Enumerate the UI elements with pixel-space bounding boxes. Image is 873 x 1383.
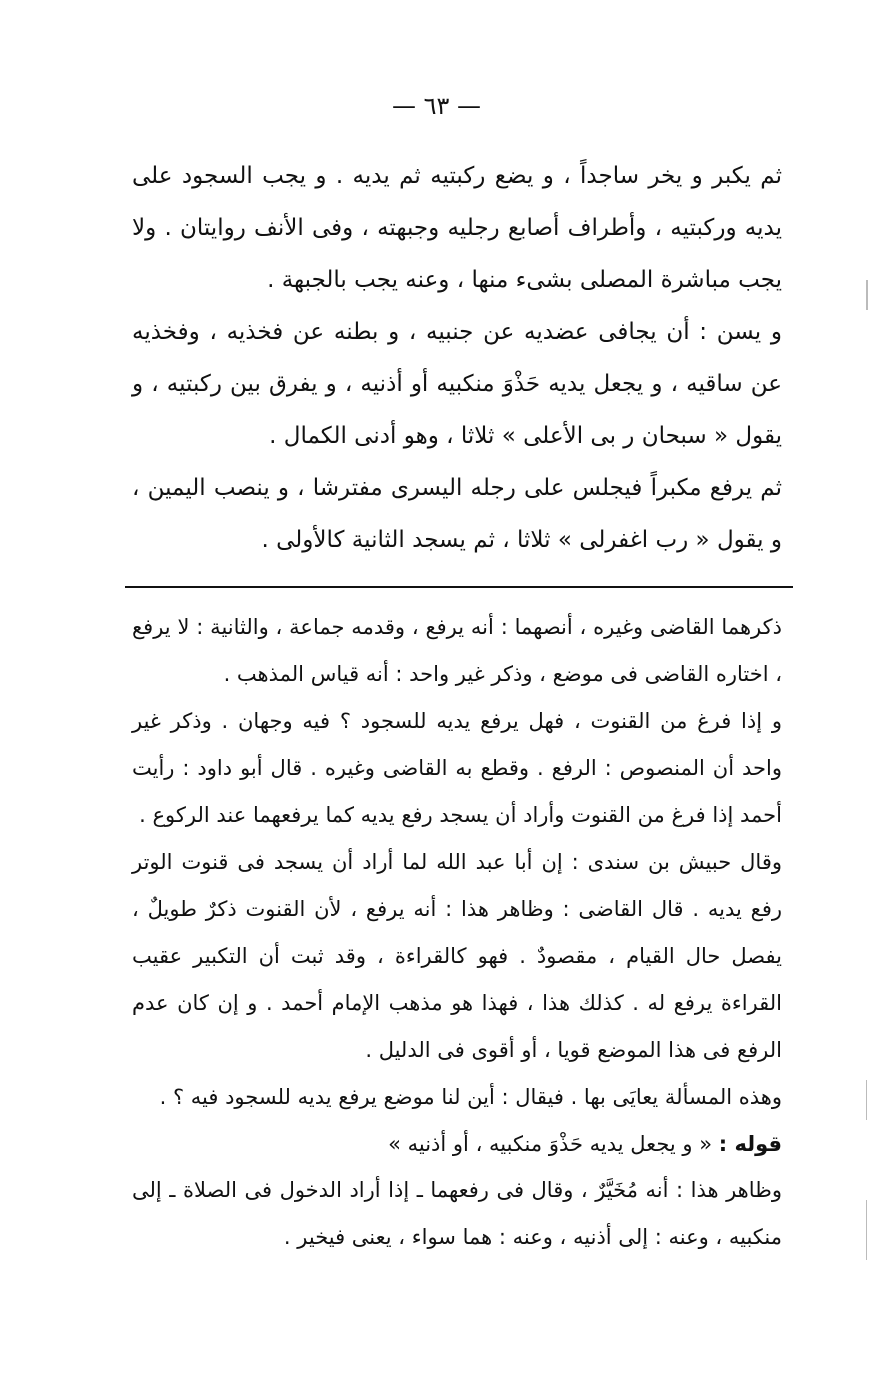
main-paragraph: ثم يرفع مكبراً فيجلس على رجله اليسرى مفترشا ، و ينصب اليمين ، و يقول « رب اغفرلى » ثلاثا ، ثم يسجد الثانية كالأولى . (132, 475, 782, 553)
scan-mark (866, 1080, 867, 1120)
footnote-paragraph: وقال حبيش بن سندى : إن أبا عبد الله لما أراد أن يسجد فى قنوت الوتر رفع يديه . قال القاضى : وظاهر هذا : أنه يرفع ، لأن القنوت ذكرٌ طويلٌ ، يفصل حال القيام ، مقصودٌ . فهو كالقراءة ، وقد ثبت أن التكبير عقيب القراءة يرفع له . كذلك هذا ، فهذا هو مذهب الإمام أحمد . و إن كان عدم الرفع فى هذا الموضع قويا ، أو أقوى فى الدليل . (132, 850, 782, 1062)
quote-line (132, 1121, 782, 1167)
scan-mark (866, 1200, 867, 1260)
footnote-text (132, 604, 782, 1261)
main-paragraph: ثم يكبر و يخر ساجداً ، و يضع ركبتيه ثم يديه . و يجب السجود على يديه وركبتيه ، وأطراف أصابع رجليه وجبهته ، وفى الأنف روايتان . ولا يجب مباشرة المصلى بشىء منها ، وعنه يجب بالجبهة . (132, 163, 782, 293)
footnote-separator (125, 586, 793, 588)
quote-label: قوله : (718, 1132, 782, 1156)
footnote-paragraph: وهذه المسألة يعايَى بها . فيقال : أين لنا موضع يرفع يديه للسجود فيه ؟ . (159, 1085, 782, 1109)
main-paragraph: و يسن : أن يجافى عضديه عن جنبيه ، و بطنه عن فخذيه ، وفخذيه عن ساقيه ، و يجعل يديه حَذْوَ منكبيه أو أذنيه ، و يفرق بين ركبتيه ، و يقول « سبحان ر بى الأعلى » ثلاثا ، وهو أدنى الكمال . (132, 319, 782, 449)
scan-mark (866, 280, 868, 310)
footnote-paragraph: و إذا فرغ من القنوت ، فهل يرفع يديه للسجود ؟ فيه وجهان . وذكر غير واحد أن المنصوص : الرفع . وقطع به القاضى وغيره . قال أبو داود : رأيت أحمد إذا فرغ من القنوت وأراد أن يسجد رفع يديه كما يرفعهما عند الركوع . (132, 709, 782, 827)
page-number: — ٦٣ — (391, 92, 482, 120)
footnote-paragraph: وظاهر هذا : أنه مُخَيَّرٌ ، وقال فى رفعهما ـ إذا أراد الدخول فى الصلاة ـ إلى منكبيه ، وعنه : إلى أذنيه ، وعنه : هما سواء ، يعنى فيخير . (132, 1178, 782, 1249)
main-text (132, 150, 782, 566)
quote-text: « و يجعل يديه حَذْوَ منكبيه ، أو أذنيه » (388, 1132, 713, 1156)
footnote-paragraph: ذكرهما القاضى وغيره ، أنصهما : أنه يرفع ، وقدمه جماعة ، والثانية : لا يرفع ، اختاره القاضى فى موضع ، وذكر غير واحد : أنه قياس المذهب . (132, 615, 782, 686)
